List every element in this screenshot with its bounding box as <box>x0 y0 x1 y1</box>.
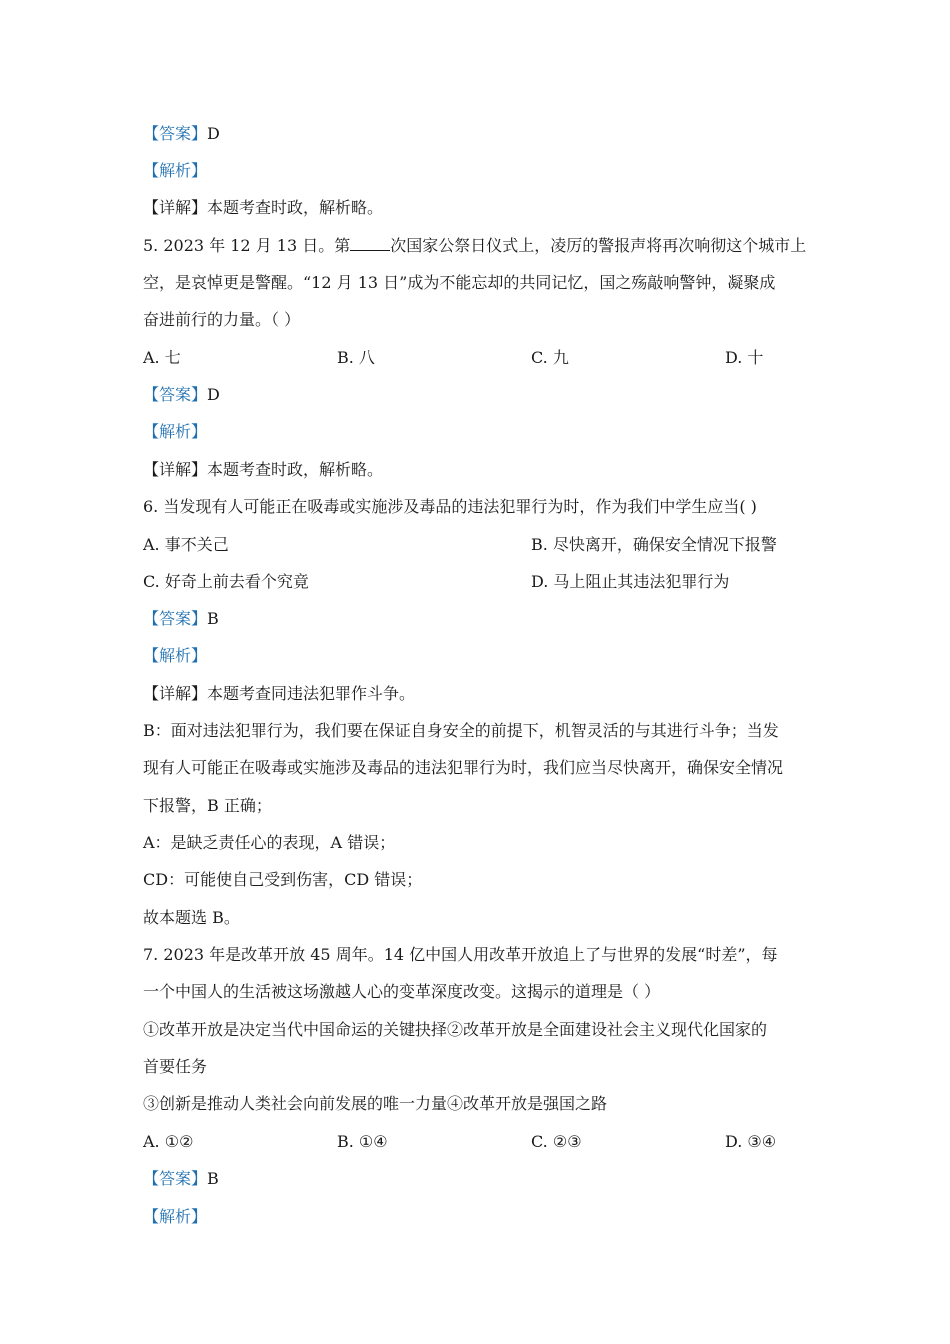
q5-option-a: A. 七 <box>143 348 181 367</box>
q6-explain-b-line1: B：面对违法犯罪行为，我们要在保证自身安全的前提下，机智灵活的与其进行斗争；当发 <box>143 721 779 740</box>
answer-label: 【答案】 <box>143 124 208 143</box>
q5-answer: D <box>207 385 220 404</box>
q6-option-c: C. 好奇上前去看个究竟 <box>143 572 309 591</box>
q5-fill-blank <box>350 236 390 251</box>
q7-item-line2: 首要任务 <box>143 1057 208 1076</box>
q5-stem-part2: 次国家公祭日仪式上，凌厉的警报声将再次响彻这个城市上 <box>390 236 807 255</box>
q7-item-line1: ①改革开放是决定当代中国命运的关键抉择②改革开放是全面建设社会主义现代化国家的 <box>143 1020 768 1039</box>
q6-explain-b-line2: 现有人可能正在吸毒或实施涉及毒品的违法犯罪行为时，我们应当尽快离开，确保安全情况 <box>143 758 784 777</box>
q6-explain-b-line3: 下报警，B 正确； <box>143 796 272 815</box>
q6-answer-line <box>143 608 818 630</box>
answer-label: 【答案】 <box>143 609 208 628</box>
q5-analysis-label: 【解析】 <box>143 422 208 441</box>
q6-analysis-label: 【解析】 <box>143 646 208 665</box>
q6-detail-line <box>143 683 818 705</box>
q7-option-d: D. ③④ <box>725 1132 777 1151</box>
q5-detail: 本题考查时政，解析略。 <box>207 460 384 479</box>
q6-option-d: D. 马上阻止其违法犯罪行为 <box>531 572 730 591</box>
q4-answer-line <box>143 123 818 145</box>
q7-stem-line2: 一个中国人的生活被这场激越人心的变革深度改变。这揭示的道理是（ ） <box>143 982 661 1001</box>
q5-stem-line2: 空，是哀悼更是警醒。“12 月 13 日”成为不能忘却的共同记忆，国之殇敲响警钟，凝聚成 <box>143 273 776 292</box>
q7-answer: B <box>207 1169 219 1188</box>
detail-label: 【详解】 <box>143 684 208 703</box>
q7-answer-line <box>143 1168 818 1190</box>
q5-option-d: D. 十 <box>725 348 764 367</box>
answer-label: 【答案】 <box>143 385 208 404</box>
q6-option-b: B. 尽快离开，确保安全情况下报警 <box>531 535 777 554</box>
q7-option-c: C. ②③ <box>531 1132 582 1151</box>
q5-stem-line3: 奋进前行的力量。（ ） <box>143 310 301 329</box>
q7-item-line3: ③创新是推动人类社会向前发展的唯一力量④改革开放是强国之路 <box>143 1094 608 1113</box>
q4-answer: D <box>207 124 220 143</box>
q6-conclusion: 故本题选 B。 <box>143 908 240 927</box>
q5-stem-line1 <box>143 235 818 257</box>
answer-label: 【答案】 <box>143 1169 208 1188</box>
q6-answer: B <box>207 609 219 628</box>
q5-detail-line <box>143 459 818 481</box>
q5-option-c: C. 九 <box>531 348 569 367</box>
q6-explain-cd: CD：可能使自己受到伤害，CD 错误； <box>143 870 423 889</box>
q4-detail: 本题考查时政，解析略。 <box>207 198 384 217</box>
q7-stem-line1: 7. 2023 年是改革开放 45 周年。14 亿中国人用改革开放追上了与世界的发展“时差”，每 <box>143 945 778 964</box>
q5-stem-part1: 5. 2023 年 12 月 13 日。第 <box>143 236 351 255</box>
q7-option-b: B. ①④ <box>337 1132 388 1151</box>
q5-answer-line <box>143 384 818 406</box>
detail-label: 【详解】 <box>143 460 208 479</box>
q6-explain-a: A：是缺乏责任心的表现，A 错误； <box>143 833 396 852</box>
q7-analysis-label: 【解析】 <box>143 1207 208 1226</box>
q5-option-b: B. 八 <box>337 348 375 367</box>
detail-label: 【详解】 <box>143 198 208 217</box>
q4-detail-line <box>143 197 818 219</box>
q6-detail: 本题考查同违法犯罪作斗争。 <box>207 684 416 703</box>
q6-stem: 6. 当发现有人可能正在吸毒或实施涉及毒品的违法犯罪行为时，作为我们中学生应当( ) <box>143 497 757 516</box>
q7-option-a: A. ①② <box>143 1132 194 1151</box>
q4-analysis-label: 【解析】 <box>143 161 208 180</box>
q6-option-a: A. 事不关己 <box>143 535 229 554</box>
